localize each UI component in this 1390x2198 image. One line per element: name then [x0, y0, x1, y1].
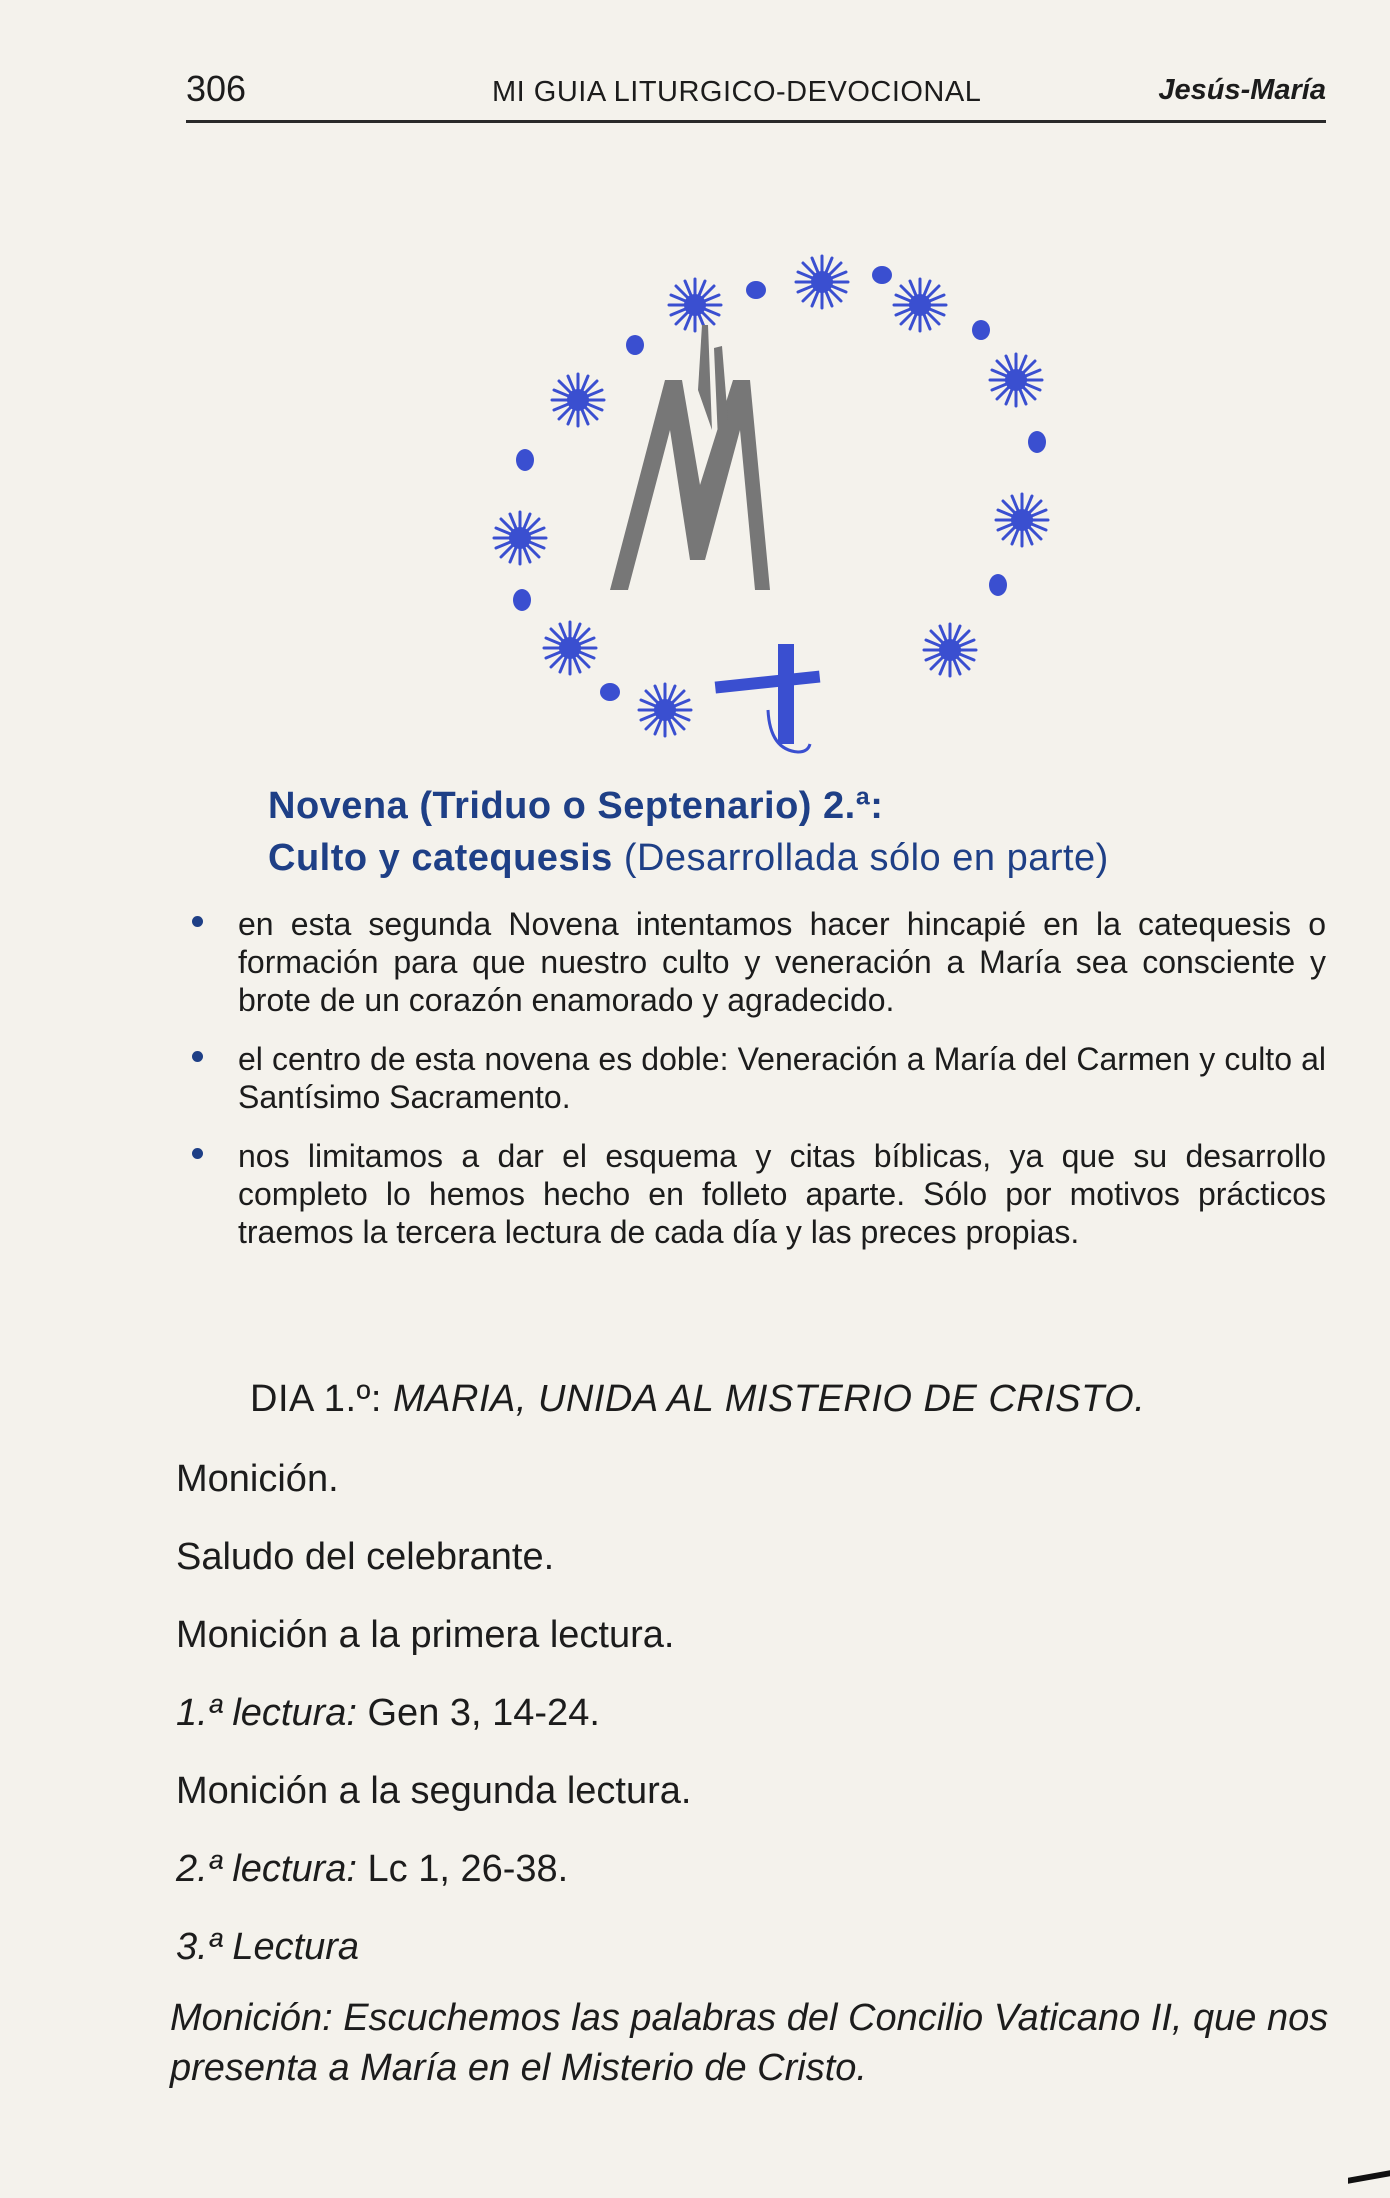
- monicion-paragraph: Monición: Escuchemos las palabras del Concilio Vaticano II, que nos presenta a María en el Misterio de Cristo.: [170, 1997, 1329, 2089]
- corner-mark: [1348, 2170, 1390, 2183]
- lectura-2-label: 2.ª lectura:: [176, 1848, 357, 1890]
- marian-monogram-star-wreath-icon: [450, 230, 1100, 770]
- page-number: 306: [186, 68, 247, 109]
- list-item: [186, 1137, 1326, 1251]
- list-item: [186, 905, 1326, 1019]
- list-item-text: en esta segunda Novena intentamos hacer hincapié en la catequesis o formación para que nuestro culto y veneración a María sea consciente y brote de un corazón enamorado y agradecido.: [238, 906, 1326, 1018]
- day-title: MARIA, UNIDA AL MISTERIO DE CRISTO.: [393, 1378, 1146, 1420]
- section-subtitle-note: (Desarrollada sólo en parte): [623, 837, 1109, 879]
- saludo-line: Saludo del celebrante.: [176, 1536, 555, 1578]
- lectura-1-line: [176, 1692, 600, 1735]
- section-title: Novena (Triduo o Septenario) 2.ª:: [268, 785, 884, 827]
- lectura-1-ref: Gen 3, 14-24.: [367, 1692, 600, 1734]
- bullet-list: [186, 905, 1326, 1272]
- list-item-text: el centro de esta novena es doble: Veneración a María del Carmen y culto al Santísimo Sacramento.: [238, 1041, 1326, 1115]
- bullet-dot-icon: [192, 916, 203, 927]
- lectura-1-label: 1.ª lectura:: [176, 1692, 357, 1734]
- day-heading: [250, 1378, 1145, 1421]
- page-header: [186, 64, 1326, 123]
- lectura-3-line: 3.ª Lectura: [176, 1926, 360, 1968]
- monicion-primera-line: Monición a la primera lectura.: [176, 1614, 675, 1656]
- running-title: MI GUIA LITURGICO-DEVOCIONAL: [492, 76, 982, 108]
- section-subtitle: [268, 837, 1109, 880]
- monicion-line: Monición.: [176, 1458, 339, 1500]
- monicion-segunda-line: Monición a la segunda lectura.: [176, 1770, 692, 1812]
- running-section: Jesús-María: [1158, 74, 1326, 106]
- lectura-2-ref: Lc 1, 26-38.: [367, 1848, 569, 1890]
- section-subtitle-bold: Culto y catequesis: [268, 837, 613, 879]
- bullet-dot-icon: [192, 1051, 203, 1062]
- day-label: DIA 1.º:: [250, 1378, 382, 1420]
- bullet-dot-icon: [192, 1148, 203, 1159]
- list-item-text: nos limitamos a dar el esquema y citas bíblicas, ya que su desarrollo completo lo hemos hecho en folleto aparte. Sólo por motivos prácticos traemos la tercera lectura de cada día y las preces propias.: [238, 1138, 1326, 1250]
- lectura-2-line: [176, 1848, 568, 1891]
- list-item: [186, 1040, 1326, 1116]
